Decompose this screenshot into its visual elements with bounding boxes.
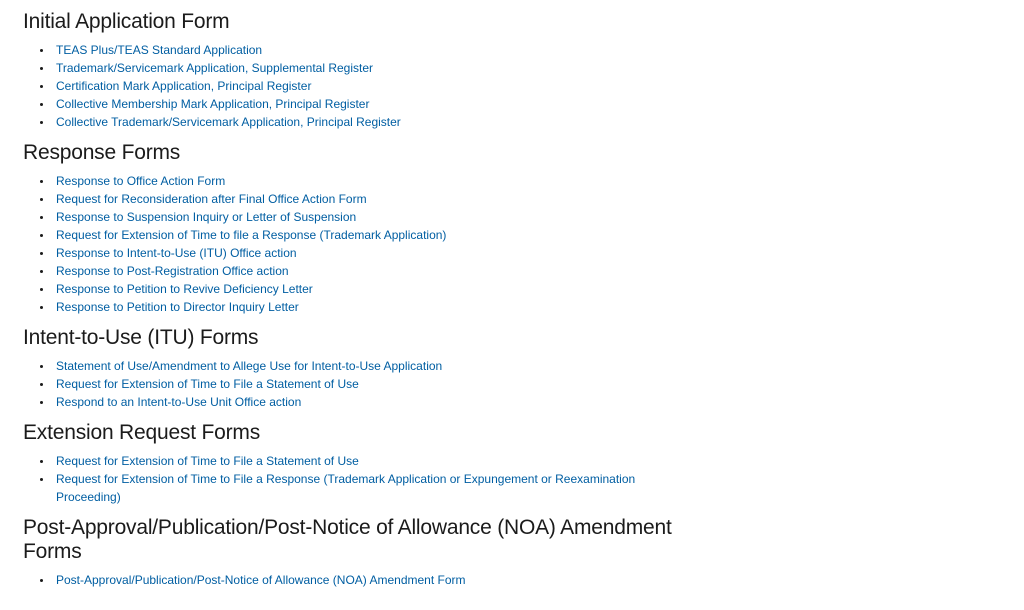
link-list [23, 41, 703, 131]
list-item [23, 393, 703, 411]
list-item [23, 41, 703, 59]
link-respond-to-itu-unit-office-action[interactable]: Respond to an Intent-to-Use Unit Office action [56, 395, 302, 409]
forms-list-content [23, 10, 703, 589]
list-item [23, 244, 703, 262]
list-item [23, 452, 673, 470]
link-response-to-petition-to-revive[interactable]: Response to Petition to Revive Deficiency Letter [56, 282, 313, 296]
list-item [23, 172, 703, 190]
link-trademark-servicemark-supplemental[interactable]: Trademark/Servicemark Application, Supplemental Register [56, 61, 374, 75]
list-item [23, 190, 703, 208]
link-response-to-petition-to-director[interactable]: Response to Petition to Director Inquiry Letter [56, 300, 299, 314]
link-request-for-reconsideration[interactable]: Request for Reconsideration after Final Office Action Form [56, 192, 367, 206]
link-statement-of-use-amendment[interactable]: Statement of Use/Amendment to Allege Use for Intent-to-Use Application [56, 359, 443, 373]
list-item [23, 262, 703, 280]
list-item [23, 95, 703, 113]
section-response-forms [23, 141, 703, 316]
list-item [23, 59, 703, 77]
section-extension-request-forms [23, 421, 703, 506]
link-response-to-suspension-inquiry[interactable]: Response to Suspension Inquiry or Letter of Suspension [56, 210, 357, 224]
list-item [23, 280, 703, 298]
list-item [23, 375, 703, 393]
link-list [23, 357, 703, 411]
link-response-to-office-action[interactable]: Response to Office Action Form [56, 174, 226, 188]
section-title: Post-Approval/Publication/Post-Notice of Allowance (NOA) Amendment Forms [23, 516, 672, 563]
link-collective-membership-mark[interactable]: Collective Membership Mark Application, Principal Register [56, 97, 370, 111]
link-response-to-post-registration[interactable]: Response to Post-Registration Office action [56, 264, 289, 278]
link-response-to-itu-office-action[interactable]: Response to Intent-to-Use (ITU) Office action [56, 246, 297, 260]
link-list [23, 172, 703, 316]
link-list [23, 452, 673, 506]
section-title: Response Forms [23, 141, 181, 164]
list-item [23, 571, 703, 589]
list-item [23, 113, 703, 131]
link-extension-of-time-response[interactable]: Request for Extension of Time to file a Response (Trademark Application) [56, 228, 447, 242]
section-initial-application-form [23, 10, 703, 131]
link-collective-trademark-servicemark[interactable]: Collective Trademark/Servicemark Application, Principal Register [56, 115, 401, 129]
section-itu-forms [23, 326, 703, 411]
list-item [23, 208, 703, 226]
link-list [23, 571, 703, 589]
list-item [23, 226, 703, 244]
link-extension-file-statement-of-use[interactable]: Request for Extension of Time to File a Statement of Use [56, 454, 359, 468]
list-item [23, 77, 703, 95]
list-item [23, 357, 703, 375]
link-extension-file-response-expungement[interactable]: Request for Extension of Time to File a Response (Trademark Application or Expungement or Reexamination Proceeding) [56, 472, 636, 504]
list-item [23, 298, 703, 316]
section-post-approval-amendment-forms [23, 516, 703, 589]
section-title: Initial Application Form [23, 10, 230, 33]
list-item [23, 470, 673, 506]
section-title: Extension Request Forms [23, 421, 261, 444]
link-post-approval-amendment-form[interactable]: Post-Approval/Publication/Post-Notice of Allowance (NOA) Amendment Form [56, 573, 466, 587]
link-teas-plus-standard-application[interactable]: TEAS Plus/TEAS Standard Application [56, 43, 263, 57]
link-extension-statement-of-use[interactable]: Request for Extension of Time to File a Statement of Use [56, 377, 359, 391]
link-certification-mark-application[interactable]: Certification Mark Application, Principal Register [56, 79, 312, 93]
section-title: Intent-to-Use (ITU) Forms [23, 326, 259, 349]
